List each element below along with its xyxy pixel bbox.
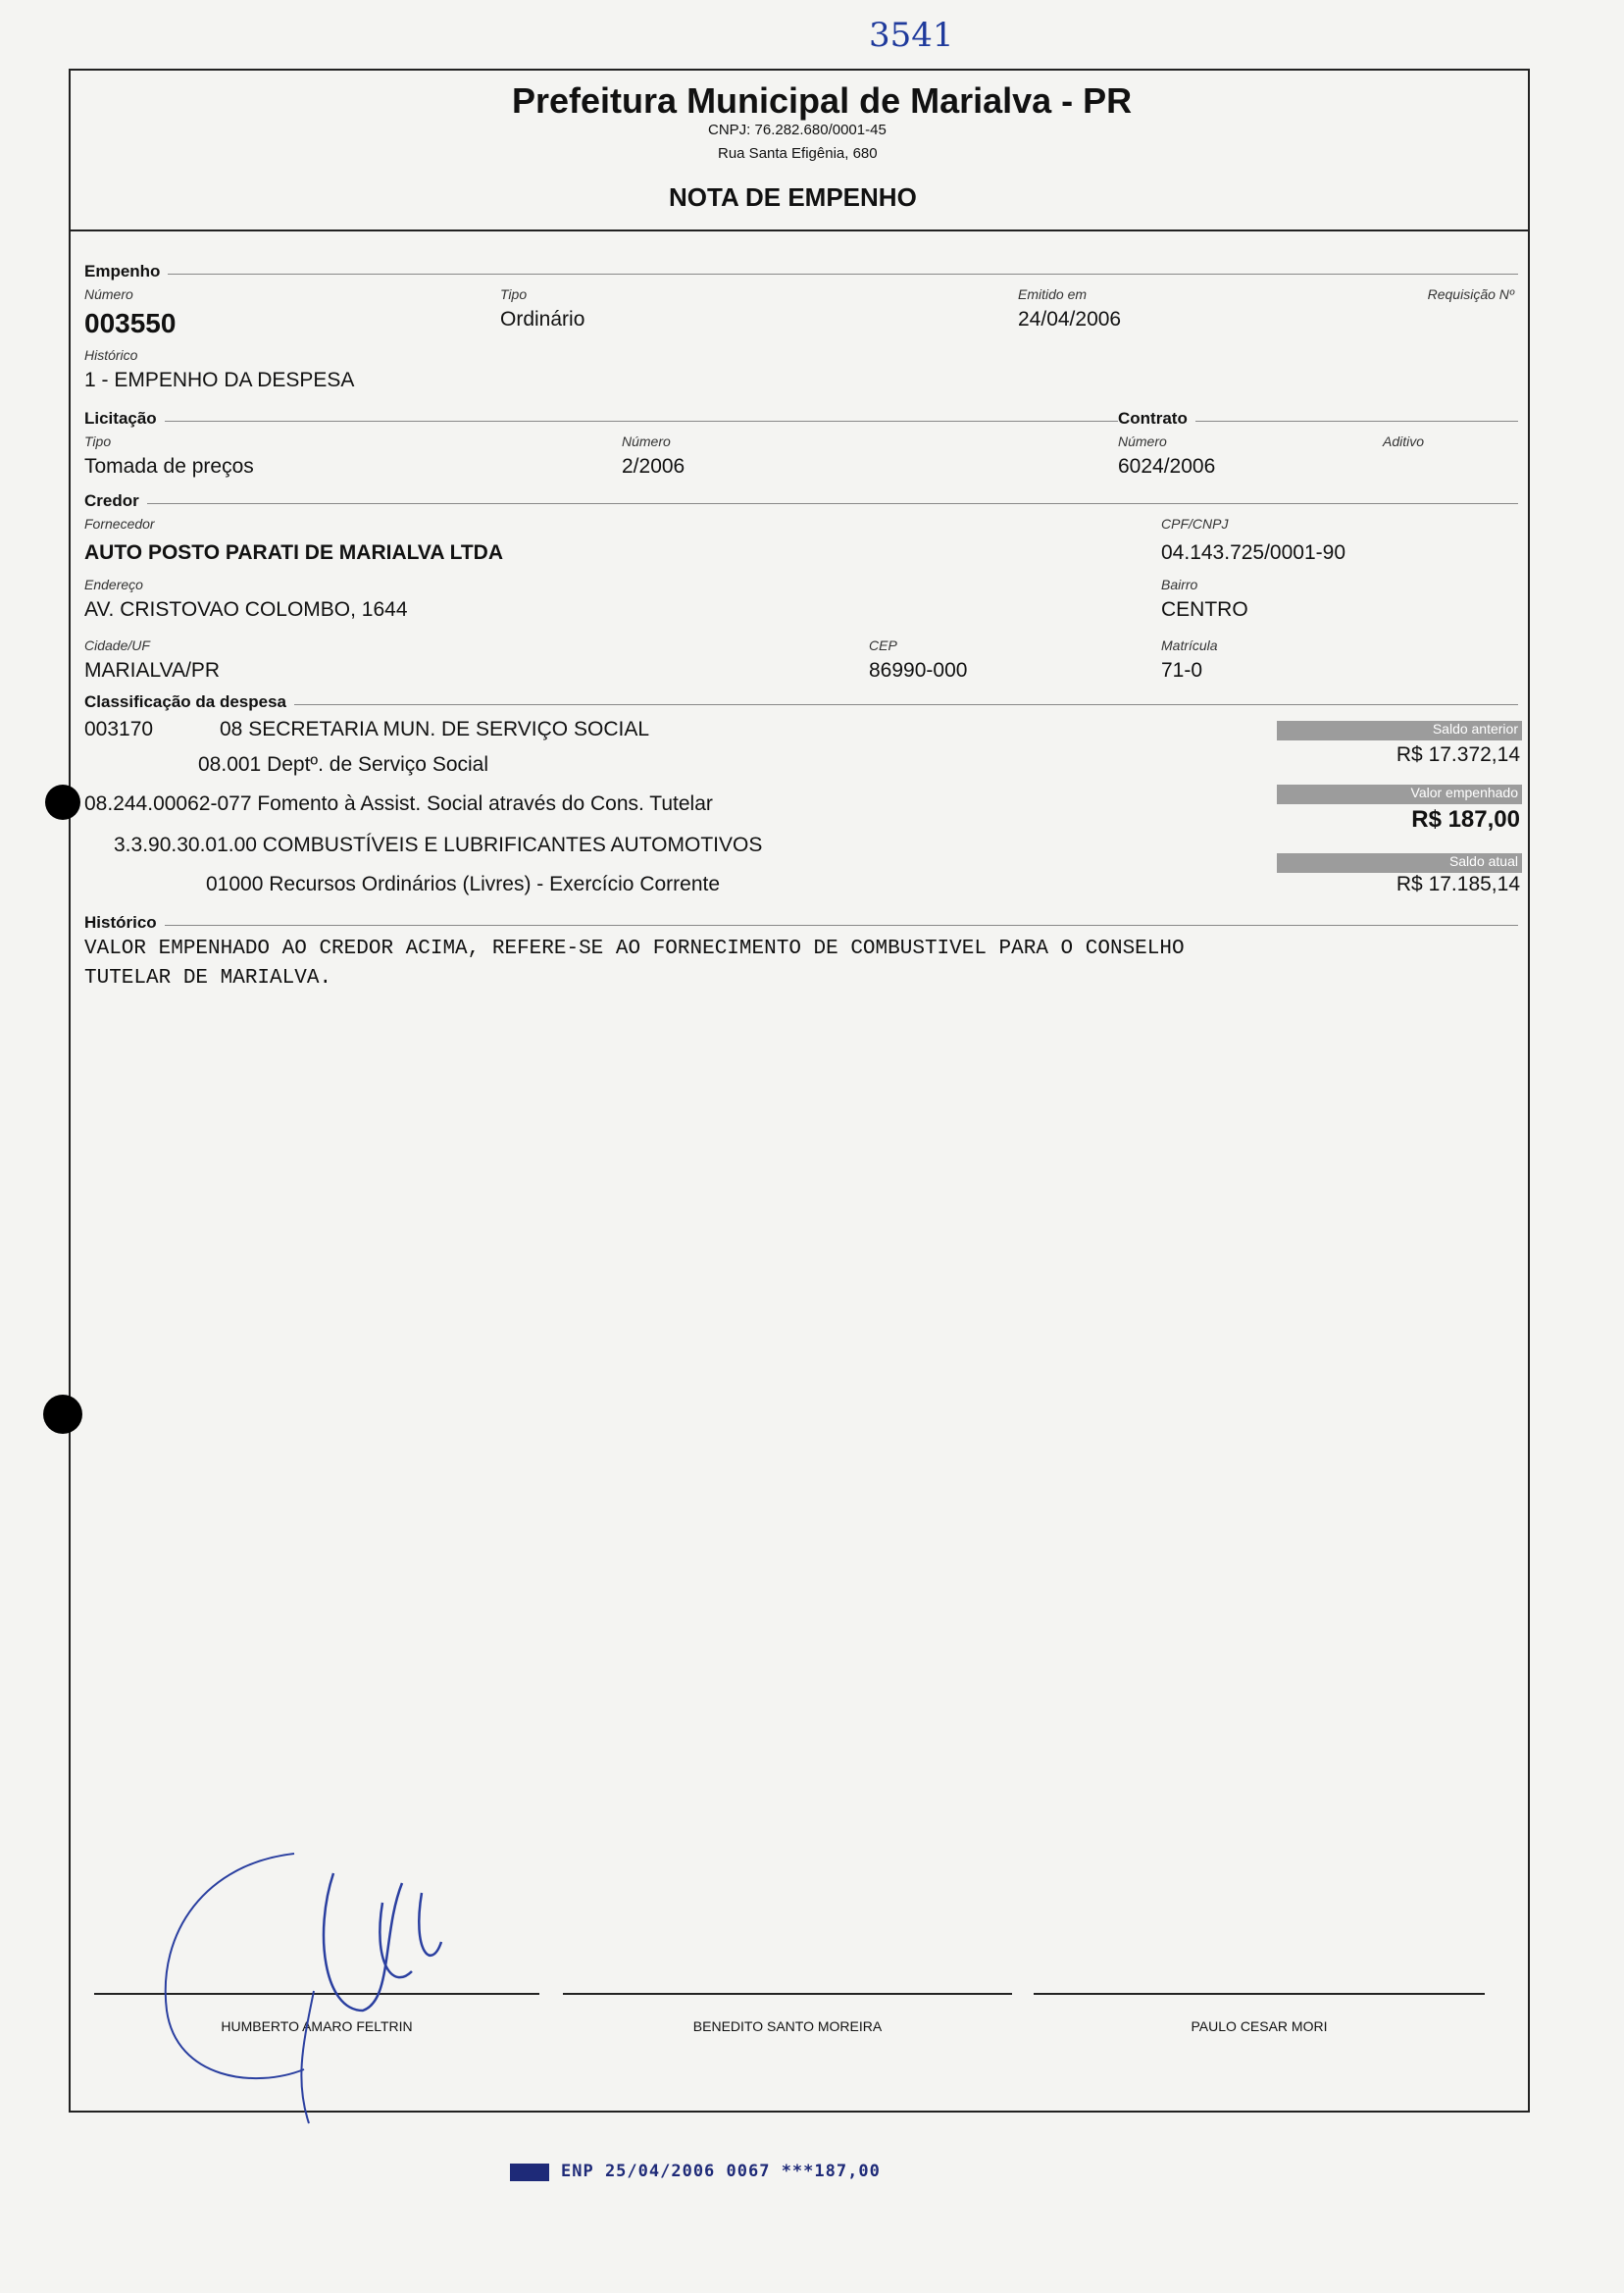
licitacao-tipo: Tomada de preços bbox=[84, 455, 254, 478]
page-title: Prefeitura Municipal de Marialva - PR bbox=[512, 80, 1133, 121]
empenho-historico: 1 - EMPENHO DA DESPESA bbox=[84, 369, 355, 391]
section-credor: Credor bbox=[84, 491, 147, 511]
fornecedor-name: AUTO POSTO PARATI DE MARIALVA LTDA bbox=[84, 541, 503, 564]
document-title: NOTA DE EMPENHO bbox=[669, 182, 917, 212]
header-cnpj: CNPJ: 76.282.680/0001-45 bbox=[708, 122, 887, 138]
handwritten-page-number: 3541 bbox=[869, 16, 954, 55]
cidade-label: Cidade/UF bbox=[84, 637, 150, 653]
endereco: AV. CRISTOVAO COLOMBO, 1644 bbox=[84, 598, 408, 621]
cpf-cnpj: 04.143.725/0001-90 bbox=[1161, 541, 1346, 564]
matricula: 71-0 bbox=[1161, 659, 1203, 682]
empenho-tipo-label: Tipo bbox=[500, 286, 528, 302]
signatory-2: BENEDITO SANTO MOREIRA bbox=[692, 2018, 883, 2034]
dotacao-orgao: 08 SECRETARIA MUN. DE SERVIÇO SOCIAL bbox=[220, 718, 650, 740]
dotacao-funcional: 08.244.00062-077 Fomento à Assist. Social através do Cons. Tutelar bbox=[84, 792, 713, 815]
empenho-tipo: Ordinário bbox=[500, 308, 585, 331]
divider bbox=[84, 503, 1518, 504]
cep-label: CEP bbox=[869, 637, 897, 653]
emitido-label: Emitido em bbox=[1018, 286, 1088, 302]
endereco-label: Endereço bbox=[84, 577, 143, 592]
section-empenho: Empenho bbox=[84, 262, 168, 281]
header-address: Rua Santa Efigênia, 680 bbox=[718, 145, 878, 162]
saldo-anterior: R$ 17.372,14 bbox=[1396, 743, 1520, 766]
signature-line bbox=[563, 1993, 1012, 1995]
empenho-numero-label: Número bbox=[84, 286, 133, 302]
historico-label: Histórico bbox=[84, 347, 138, 363]
historico-line-2: TUTELAR DE MARIALVA. bbox=[84, 967, 332, 990]
signatory-3: PAULO CESAR MORI bbox=[1191, 2018, 1328, 2034]
punch-hole bbox=[45, 785, 80, 820]
protocol-stamp: ENP 25/04/2006 0067 ***187,00 bbox=[561, 2162, 881, 2181]
dotacao-unidade: 08.001 Deptº. de Serviço Social bbox=[198, 753, 489, 776]
handwritten-signature bbox=[147, 1844, 481, 2128]
stamp-mark bbox=[510, 2164, 549, 2181]
divider bbox=[84, 704, 1518, 705]
cep: 86990-000 bbox=[869, 659, 968, 682]
divider bbox=[84, 274, 1518, 275]
licitacao-numero: 2/2006 bbox=[622, 455, 685, 478]
section-historico: Histórico bbox=[84, 913, 165, 933]
section-classificacao: Classificação da despesa bbox=[84, 692, 294, 712]
licitacao-numero-label: Número bbox=[622, 433, 671, 449]
signatory-1: HUMBERTO AMARO FELTRIN bbox=[221, 2018, 413, 2034]
aditivo-label: Aditivo bbox=[1383, 433, 1425, 449]
licitacao-tipo-label: Tipo bbox=[84, 433, 112, 449]
contrato-numero: 6024/2006 bbox=[1118, 455, 1216, 478]
fornecedor-label: Fornecedor bbox=[84, 516, 155, 532]
dotacao-fonte: 01000 Recursos Ordinários (Livres) - Exercício Corrente bbox=[206, 873, 721, 895]
valor-empenhado: R$ 187,00 bbox=[1411, 806, 1520, 833]
cidade-uf: MARIALVA/PR bbox=[84, 659, 221, 682]
divider bbox=[84, 925, 1518, 926]
bairro: CENTRO bbox=[1161, 598, 1248, 621]
signature-line bbox=[1034, 1993, 1485, 1995]
historico-line-1: VALOR EMPENHADO AO CREDOR ACIMA, REFERE-SE AO FORNECIMENTO DE COMBUSTIVEL PARA O CONSELHO bbox=[84, 938, 1185, 960]
empenho-numero: 003550 bbox=[84, 308, 177, 338]
valor-empenhado-label: Valor empenhado bbox=[1277, 785, 1522, 804]
contrato-numero-label: Número bbox=[1118, 433, 1167, 449]
saldo-atual-label: Saldo atual bbox=[1277, 853, 1522, 873]
dotacao-code: 003170 bbox=[84, 718, 154, 740]
header-divider bbox=[69, 229, 1530, 231]
section-contrato: Contrato bbox=[1118, 409, 1195, 429]
requisicao-label: Requisição Nº bbox=[1427, 286, 1514, 302]
bairro-label: Bairro bbox=[1161, 577, 1198, 592]
emitido-date: 24/04/2006 bbox=[1018, 308, 1122, 331]
saldo-anterior-label: Saldo anterior bbox=[1277, 721, 1522, 740]
matricula-label: Matrícula bbox=[1161, 637, 1218, 653]
dotacao-elemento: 3.3.90.30.01.00 COMBUSTÍVEIS E LUBRIFICANTES AUTOMOTIVOS bbox=[114, 834, 763, 856]
cpf-cnpj-label: CPF/CNPJ bbox=[1161, 516, 1229, 532]
section-licitacao: Licitação bbox=[84, 409, 165, 429]
saldo-atual: R$ 17.185,14 bbox=[1396, 873, 1520, 895]
divider bbox=[84, 421, 1518, 422]
punch-hole bbox=[43, 1395, 82, 1434]
